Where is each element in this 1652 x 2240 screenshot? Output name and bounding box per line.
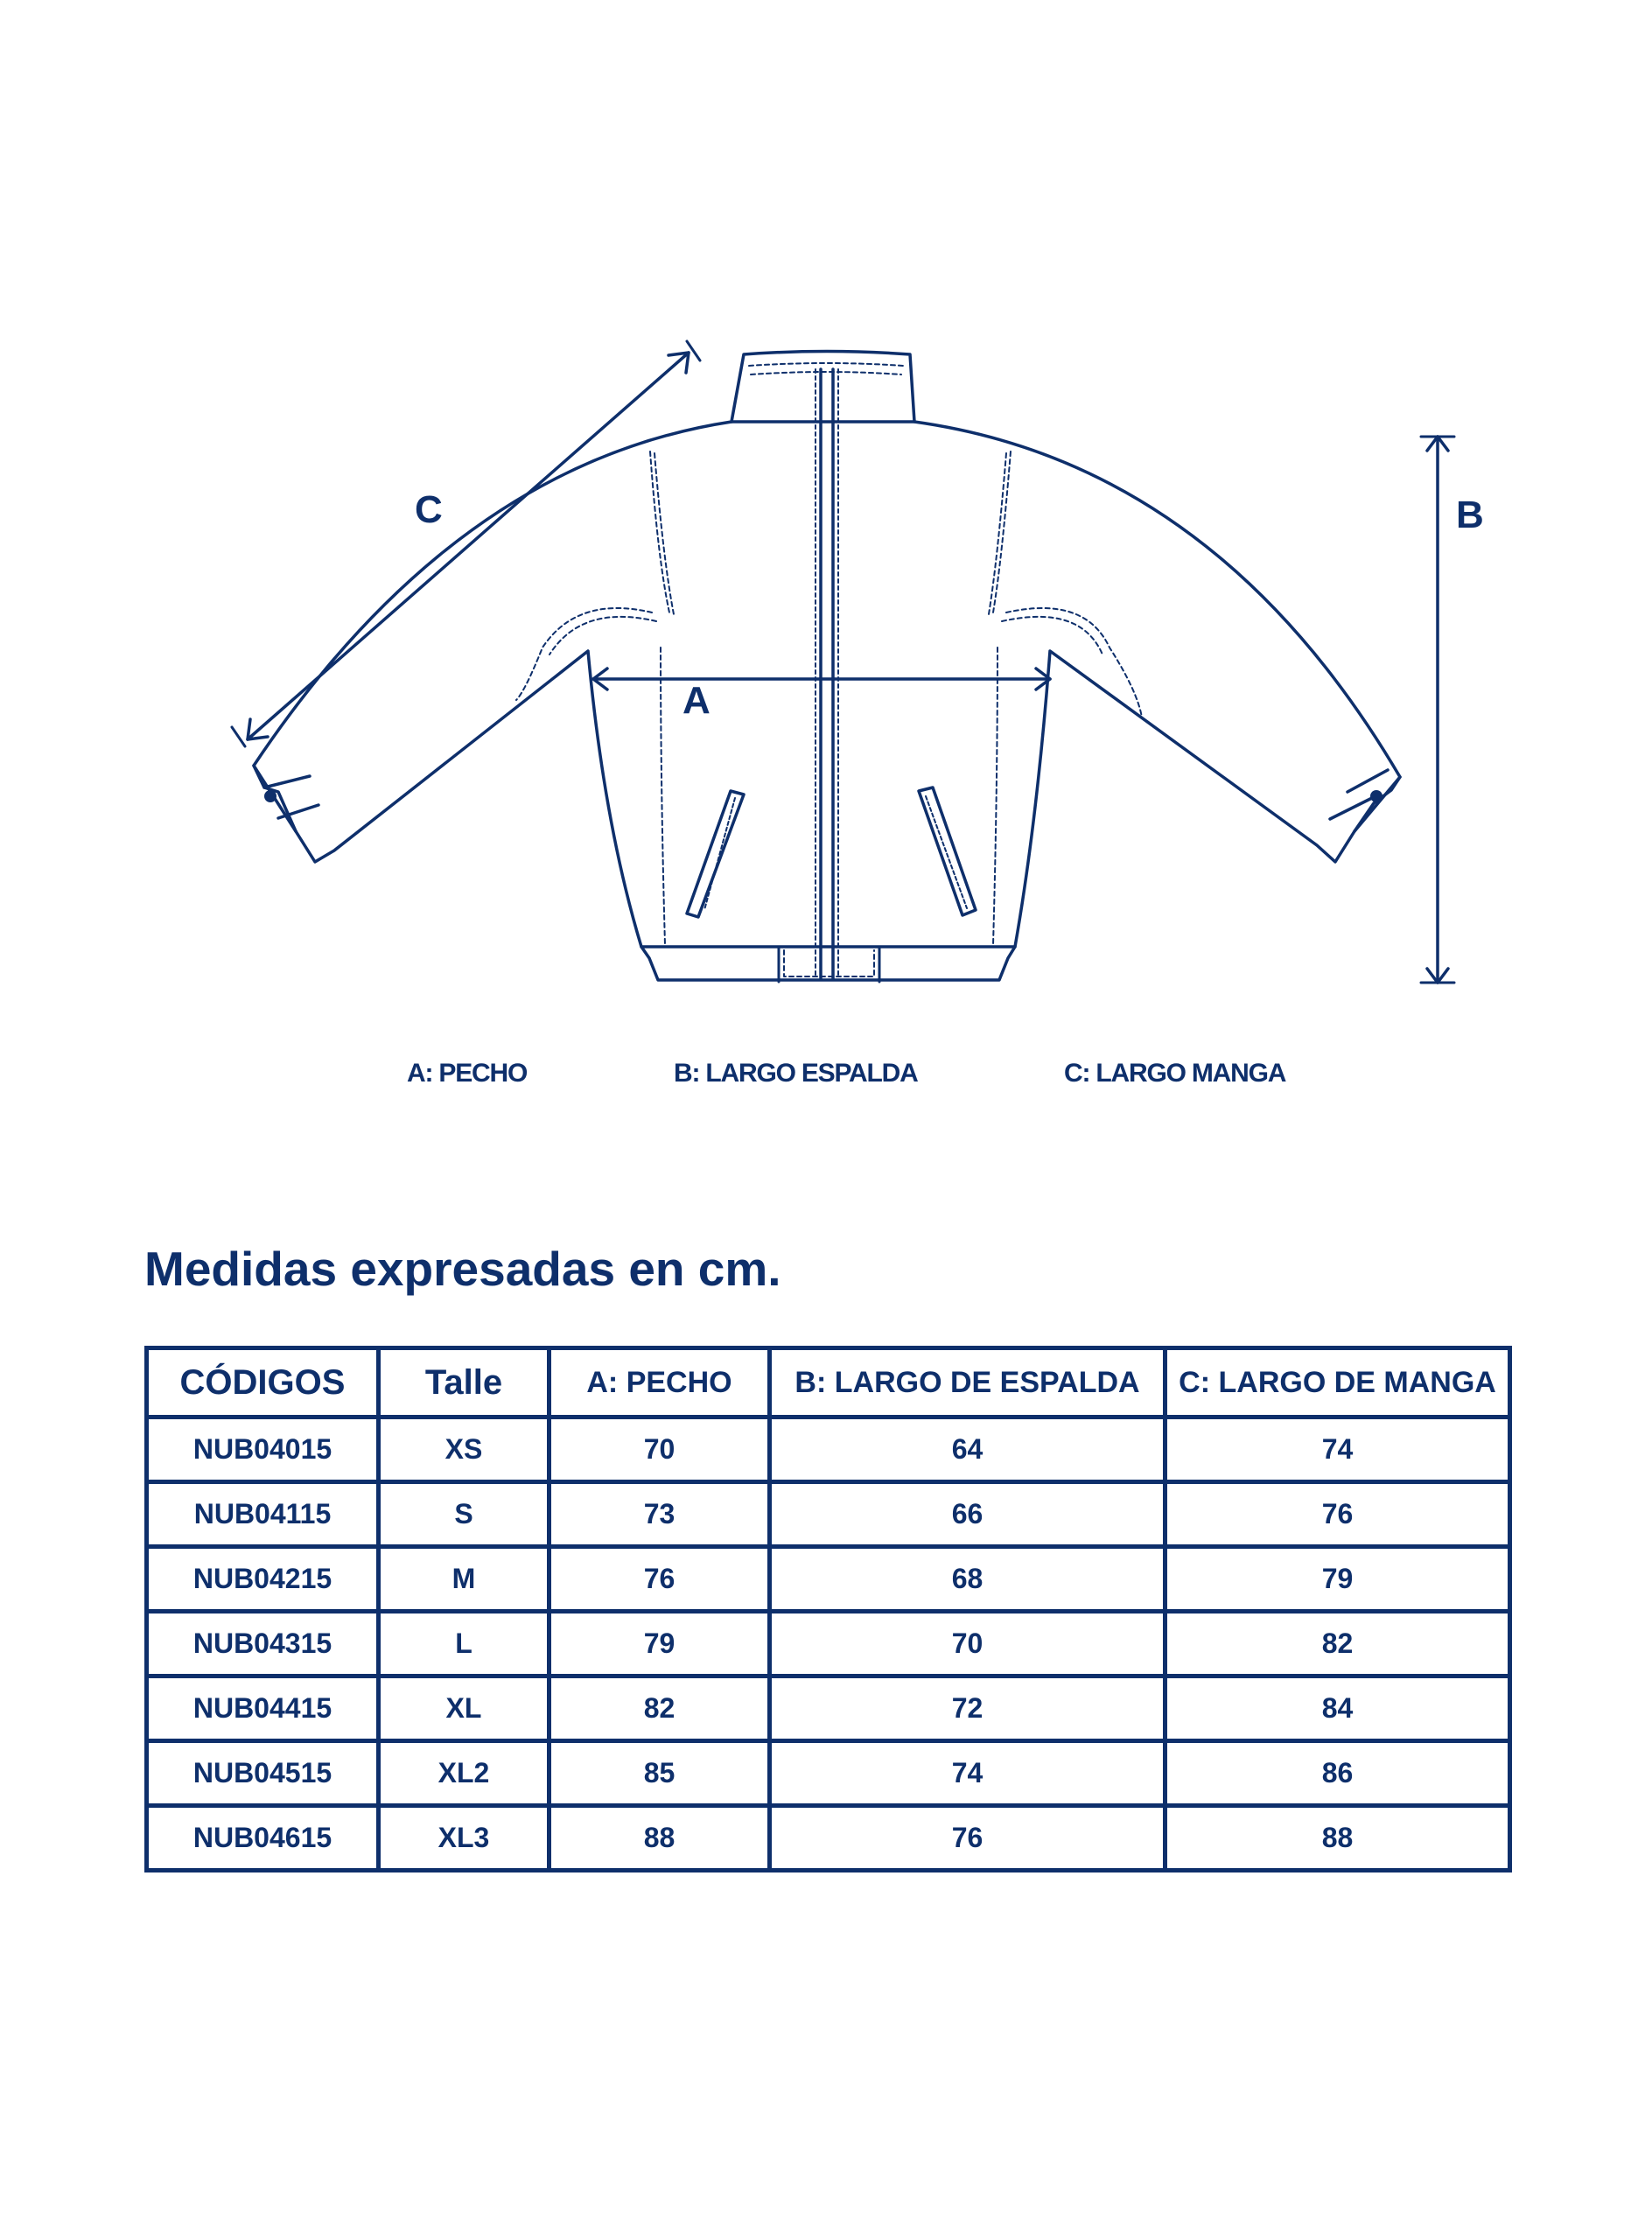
table-row [147, 1741, 1510, 1806]
cell-largo-manga: 88 [1166, 1806, 1510, 1871]
table-header-row [147, 1348, 1510, 1418]
page-title: Medidas expresadas en cm. [144, 1242, 781, 1296]
cell-codigo: NUB04515 [147, 1741, 379, 1806]
cell-talle: XS [379, 1418, 550, 1482]
cell-talle: XL2 [379, 1741, 550, 1806]
cell-largo-espalda: 70 [770, 1612, 1166, 1676]
cell-talle: XL3 [379, 1806, 550, 1871]
table-row [147, 1482, 1510, 1547]
cell-pecho: 88 [550, 1806, 770, 1871]
legend-largo-manga: C: LARGO MANGA [1064, 1059, 1286, 1088]
cell-codigo: NUB04615 [147, 1806, 379, 1871]
cell-largo-manga: 84 [1166, 1676, 1510, 1741]
cell-codigo: NUB04415 [147, 1676, 379, 1741]
cell-talle: S [379, 1482, 550, 1547]
table-row [147, 1676, 1510, 1741]
jacket-zipper [821, 369, 833, 978]
cell-largo-espalda: 68 [770, 1547, 1166, 1612]
cell-codigo: NUB04215 [147, 1547, 379, 1612]
cell-largo-manga: 76 [1166, 1482, 1510, 1547]
table-row [147, 1612, 1510, 1676]
cell-largo-espalda: 64 [770, 1418, 1166, 1482]
cell-pecho: 70 [550, 1418, 770, 1482]
header-largo-manga: C: LARGO DE MANGA [1166, 1348, 1510, 1418]
cell-codigo: NUB04315 [147, 1612, 379, 1676]
header-codigos: CÓDIGOS [147, 1348, 379, 1418]
table-row [147, 1418, 1510, 1482]
cell-pecho: 76 [550, 1547, 770, 1612]
cell-pecho: 82 [550, 1676, 770, 1741]
dimension-label-b: B [1456, 494, 1484, 536]
legend-largo-espalda: B: LARGO ESPALDA [674, 1059, 918, 1088]
cuff-right [1330, 770, 1400, 831]
header-largo-espalda: B: LARGO DE ESPALDA [770, 1348, 1166, 1418]
cell-codigo: NUB04115 [147, 1482, 379, 1547]
cell-largo-manga: 86 [1166, 1741, 1510, 1806]
dimension-label-c: C [415, 488, 443, 531]
cell-largo-manga: 74 [1166, 1418, 1510, 1482]
measure-line-c [248, 353, 689, 739]
cuff-button-right [1370, 790, 1382, 802]
cell-talle: M [379, 1547, 550, 1612]
cell-codigo: NUB04015 [147, 1418, 379, 1482]
cell-largo-espalda: 66 [770, 1482, 1166, 1547]
jacket-collar [732, 352, 914, 423]
cuff-button-left [264, 790, 276, 802]
cuff-left [254, 766, 318, 831]
legend-pecho: A: PECHO [407, 1059, 528, 1088]
dimension-label-a: A [682, 679, 710, 722]
cell-talle: XL [379, 1676, 550, 1741]
cell-pecho: 73 [550, 1482, 770, 1547]
cell-pecho: 85 [550, 1741, 770, 1806]
table-row [147, 1547, 1510, 1612]
cell-largo-espalda: 72 [770, 1676, 1166, 1741]
pocket-right [919, 788, 976, 915]
size-table [144, 1346, 1512, 1872]
cell-largo-espalda: 76 [770, 1806, 1166, 1871]
header-talle: Talle [379, 1348, 550, 1418]
cell-talle: L [379, 1612, 550, 1676]
table-row [147, 1806, 1510, 1871]
cell-largo-espalda: 74 [770, 1741, 1166, 1806]
pocket-left [687, 791, 744, 917]
header-pecho: A: PECHO [550, 1348, 770, 1418]
cell-pecho: 79 [550, 1612, 770, 1676]
cell-largo-manga: 82 [1166, 1612, 1510, 1676]
cell-largo-manga: 79 [1166, 1547, 1510, 1612]
